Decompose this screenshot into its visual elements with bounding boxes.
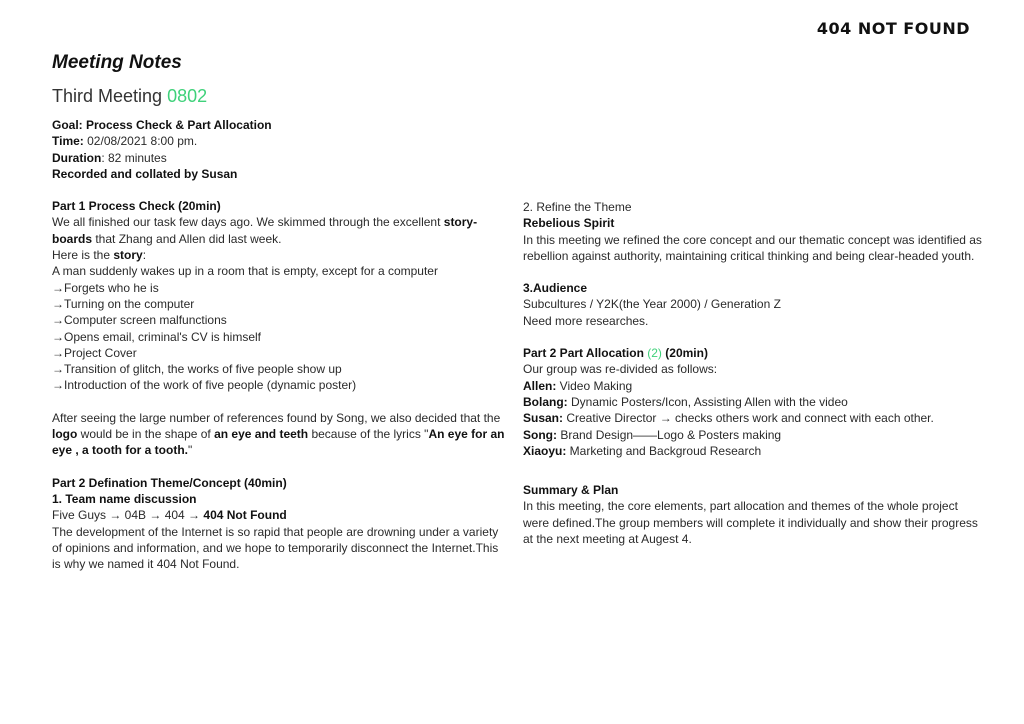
allocation-heading-number: (2) — [647, 346, 662, 361]
member-name: Bolang: — [523, 394, 568, 409]
allocation-heading — [523, 345, 983, 361]
time-label: Time: — [52, 134, 84, 149]
time-value: 02/08/2021 8:00 pm. — [83, 134, 198, 149]
story-line: →Forgets who he is — [52, 280, 159, 295]
story-term: story — [113, 248, 143, 263]
logo-term: logo — [52, 427, 78, 442]
left-column — [52, 117, 508, 572]
logo-text-4: " — [188, 443, 193, 458]
part2-heading: Part 2 Defination Theme/Concept (40min) — [52, 475, 287, 490]
allocation-intro: Our group was re-divided as follows: — [523, 362, 718, 377]
member-row — [523, 378, 983, 394]
member-row — [523, 443, 983, 459]
team-path-steps: Five Guys → 04B → 404 → — [52, 508, 204, 523]
meeting-code: 0802 — [167, 86, 208, 106]
duration-label: Duration — [52, 150, 102, 165]
member-row — [523, 427, 983, 443]
member-role: Dynamic Posters/Icon, Assisting Allen with the video — [567, 394, 848, 409]
logo-decision — [52, 410, 508, 459]
part1-intro — [52, 214, 508, 247]
team-name-description: The development of the Internet is so rapid that people are drowning under a variety of opinions and information, and we hope to temporarily disconnect the Internet.This is why we named it 404 Not Found. — [52, 524, 499, 572]
right-column — [523, 199, 983, 547]
story-line: →Project Cover — [52, 345, 137, 360]
meeting-duration — [52, 150, 508, 166]
allocation-heading-text: Part 2 Part Allocation — [523, 346, 648, 361]
lyrics-quote: An eye for an eye , a tooth for a tooth. — [52, 427, 505, 458]
part1-intro-text: We all finished our task few days ago. We skimmed through the excellent — [52, 215, 444, 230]
logo-text-2: would be in the shape of — [77, 427, 215, 442]
allocation-heading-duration: (20min) — [661, 346, 708, 361]
audience-line: Need more researches. — [523, 313, 649, 328]
member-name: Susan: — [523, 411, 564, 426]
meeting-name: Third Meeting — [52, 86, 163, 106]
summary-heading: Summary & Plan — [523, 483, 619, 498]
story-line: →Transition of glitch, the works of five people show up — [52, 362, 342, 377]
team-name-path — [52, 507, 508, 523]
member-role: Video Making — [556, 378, 633, 393]
member-role: Marketing and Backgroud Research — [566, 443, 762, 458]
logo-text-3: because of the lyrics " — [308, 427, 429, 442]
member-row — [523, 394, 983, 410]
story-line: →Introduction of the work of five people (dynamic poster) — [52, 378, 357, 393]
meeting-subtitle — [52, 86, 207, 107]
story-line: A man suddenly wakes up in a room that is empty, except for a computer — [52, 264, 438, 279]
storyboards-term: story-boards — [52, 215, 478, 246]
story-line: →Turning on the computer — [52, 296, 195, 311]
duration-value: : 82 minutes — [101, 150, 167, 165]
member-name: Xiaoyu: — [523, 443, 567, 458]
story-line: →Computer screen malfunctions — [52, 313, 227, 328]
story-prefix: Here is the — [52, 248, 114, 263]
team-final-name: 404 Not Found — [203, 508, 287, 523]
logo-text-1: After seeing the large number of references found by Song, we also decided that the — [52, 410, 501, 425]
eye-teeth-term: an eye and teeth — [214, 427, 309, 442]
audience-line: Subcultures / Y2K(the Year 2000) / Generation Z — [523, 297, 781, 312]
refine-heading: 2. Refine the Theme — [523, 200, 632, 214]
team-name-heading: 1. Team name discussion — [52, 491, 197, 506]
summary-text: In this meeting, the core elements, part allocation and themes of the whole project were defined.The group members will complete it individually and show their progress at the next meeting at Augest 4. — [523, 499, 978, 547]
audience-heading: 3.Audience — [523, 281, 588, 296]
refine-subheading: Rebelious Spirit — [523, 216, 615, 231]
recorded-by: Recorded and collated by Susan — [52, 166, 238, 181]
member-role: Brand Design——Logo & Posters making — [557, 427, 782, 442]
meeting-time — [52, 133, 508, 149]
brand-logo: 404 NOT FOUND — [816, 19, 970, 38]
story-intro — [52, 247, 508, 263]
story-line: →Opens email, criminal's CV is himself — [52, 329, 262, 344]
member-name: Song: — [523, 427, 557, 442]
part1-intro-tail: that Zhang and Allen did last week. — [92, 231, 282, 246]
page-title: Meeting Notes — [52, 52, 182, 73]
member-name: Allen: — [523, 378, 557, 393]
story-suffix: : — [142, 248, 147, 263]
member-role: Creative Director → checks others work and connect with each other. — [563, 411, 934, 426]
part1-heading: Part 1 Process Check (20min) — [52, 199, 221, 214]
meeting-goal: Goal: Process Check & Part Allocation — [52, 118, 272, 132]
refine-description: In this meeting we refined the core concept and our thematic concept was identified as rebellion against authority, maintaining critical thinking and being clear-headed youth. — [523, 232, 982, 263]
member-row — [523, 410, 983, 426]
